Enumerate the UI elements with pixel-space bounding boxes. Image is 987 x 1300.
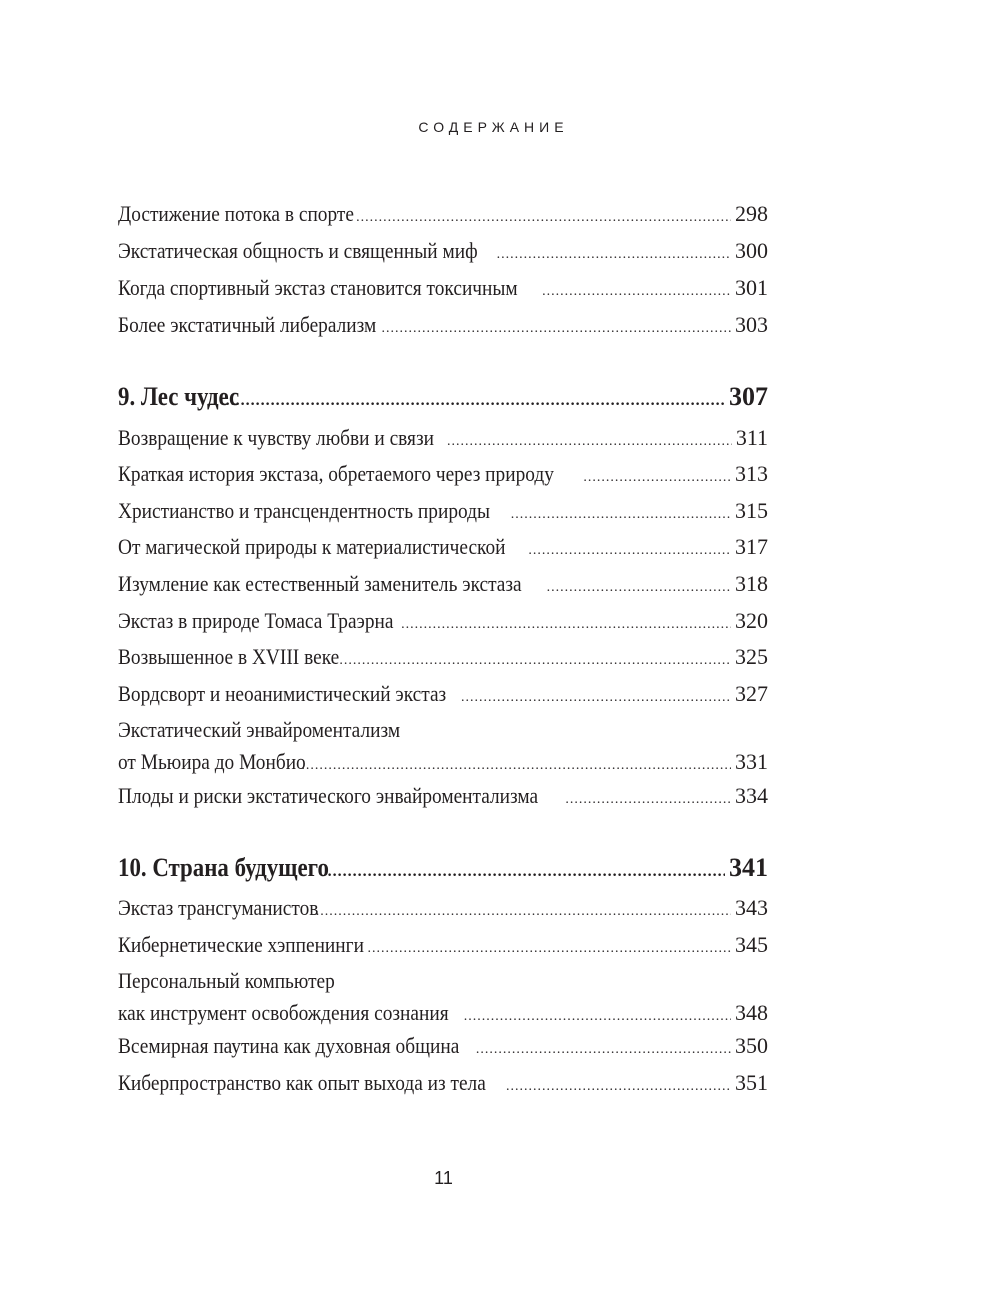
toc-entry-page: 311 <box>735 425 768 450</box>
chapter-page: 341 <box>729 853 768 882</box>
toc-entry[interactable] <box>118 493 768 529</box>
toc-entry-page: 318 <box>735 571 768 596</box>
toc-entry[interactable] <box>118 307 768 343</box>
dot-leader <box>356 200 731 236</box>
dot-leader <box>583 460 731 496</box>
toc-entry-page: 343 <box>735 895 768 920</box>
toc-entry-title: Изумление как естественный заменитель экстаза <box>118 571 522 596</box>
toc-entry-page: 334 <box>735 783 768 808</box>
dot-leader <box>547 570 731 606</box>
chapter-title: 10. Страна будущего <box>118 853 329 882</box>
page-number: 11 <box>434 1168 453 1188</box>
dot-leader <box>226 383 725 419</box>
dot-leader <box>328 854 725 890</box>
toc-entry-title: как инструмент освобождения сознания <box>118 1000 449 1025</box>
toc-entry[interactable] <box>118 233 768 269</box>
chapter-title: 9. Лес чудес <box>118 382 240 411</box>
toc-entry[interactable] <box>118 639 768 675</box>
dot-leader <box>461 680 731 716</box>
dot-leader <box>382 311 732 347</box>
dot-leader <box>506 1069 731 1105</box>
toc-entry-title: От магической природы к материалистической <box>118 534 506 559</box>
toc-entry-title: Возвращение к чувству любви и связи <box>118 425 434 450</box>
toc-entry[interactable] <box>118 270 768 306</box>
toc-entry-page: 345 <box>735 932 768 957</box>
toc-entry-title: Экстаз трансгуманистов <box>118 895 319 920</box>
toc-entry-page: 348 <box>735 1000 768 1025</box>
toc-entry[interactable] <box>118 927 768 963</box>
toc-entry-title: Вордсворт и неоанимистический экстаз <box>118 681 447 706</box>
dot-leader <box>447 424 732 460</box>
toc-entry[interactable] <box>118 676 768 712</box>
dot-leader <box>368 931 732 967</box>
toc-chapter-heading[interactable] <box>118 379 768 415</box>
toc-entry-title: Краткая история экстаза, обретаемого через природу <box>118 461 554 486</box>
toc-entry-title: Плоды и риски экстатического энвайроментализма <box>118 783 539 808</box>
dot-leader <box>339 643 731 679</box>
toc-chapter-heading[interactable] <box>118 850 768 886</box>
toc-entry-page: 303 <box>735 312 768 337</box>
toc-entry[interactable] <box>118 890 768 926</box>
dot-leader <box>511 497 731 533</box>
toc-entry[interactable] <box>118 1065 768 1101</box>
chapter-page: 307 <box>729 382 768 411</box>
toc-entry[interactable] <box>118 778 768 814</box>
toc-entry-title: Экстатическая общность и священный миф <box>118 238 478 263</box>
toc-entry[interactable] <box>118 420 768 456</box>
dot-leader <box>528 533 731 569</box>
toc-entry-title: Кибернетические хэппенинги <box>118 932 364 957</box>
toc-entry-page: 325 <box>735 644 768 669</box>
toc-entry-page: 327 <box>735 681 768 706</box>
toc-entry[interactable] <box>118 967 768 1031</box>
toc-entry-page: 301 <box>735 275 768 300</box>
toc-entry[interactable] <box>118 716 768 780</box>
toc-entry-title: Экстаз в природе Томаса Траэрна <box>118 608 394 633</box>
dot-leader <box>316 894 731 930</box>
toc-entry-title: Возвышенное в XVIII веке <box>118 644 340 669</box>
toc-entry[interactable] <box>118 529 768 565</box>
dot-leader <box>565 782 731 818</box>
toc-entry-page: 315 <box>735 498 768 523</box>
dot-leader <box>401 607 731 643</box>
toc-entry[interactable] <box>118 196 768 232</box>
toc-entry-title: Христианство и трансцендентность природы <box>118 498 490 523</box>
toc-entry-title: от Мьюира до Монбио <box>118 749 306 774</box>
toc-entry-page: 313 <box>735 461 768 486</box>
toc-entry-page: 300 <box>735 238 768 263</box>
dot-leader <box>497 237 731 273</box>
toc-entry-page: 320 <box>735 608 768 633</box>
running-head: СОДЕРЖАНИЕ <box>418 119 569 135</box>
toc-entry-page: 350 <box>735 1033 768 1058</box>
toc-entry-page: 298 <box>735 201 768 226</box>
toc-entry-page: 317 <box>735 534 768 559</box>
toc-entry-title: Достижение потока в спорте <box>118 201 354 226</box>
toc-entry-page: 331 <box>735 749 768 774</box>
toc-entry-title: Киберпространство как опыт выхода из тела <box>118 1070 486 1095</box>
toc-entry-page: 351 <box>735 1070 768 1095</box>
toc-entry[interactable] <box>118 566 768 602</box>
toc-entry-title: Когда спортивный экстаз становится токсичным <box>118 275 518 300</box>
toc-entry-title-line1: Экстатический энвайроментализм <box>118 717 401 742</box>
dot-leader <box>476 1032 731 1068</box>
dot-leader <box>542 274 731 310</box>
toc-entry-title-line1: Персональный компьютер <box>118 968 335 993</box>
toc-entry[interactable] <box>118 456 768 492</box>
toc-entry[interactable] <box>118 1028 768 1064</box>
toc-entry-title: Более экстатичный либерализм <box>118 312 377 337</box>
toc-entry[interactable] <box>118 603 768 639</box>
toc-entry-title: Всемирная паутина как духовная община <box>118 1033 460 1058</box>
